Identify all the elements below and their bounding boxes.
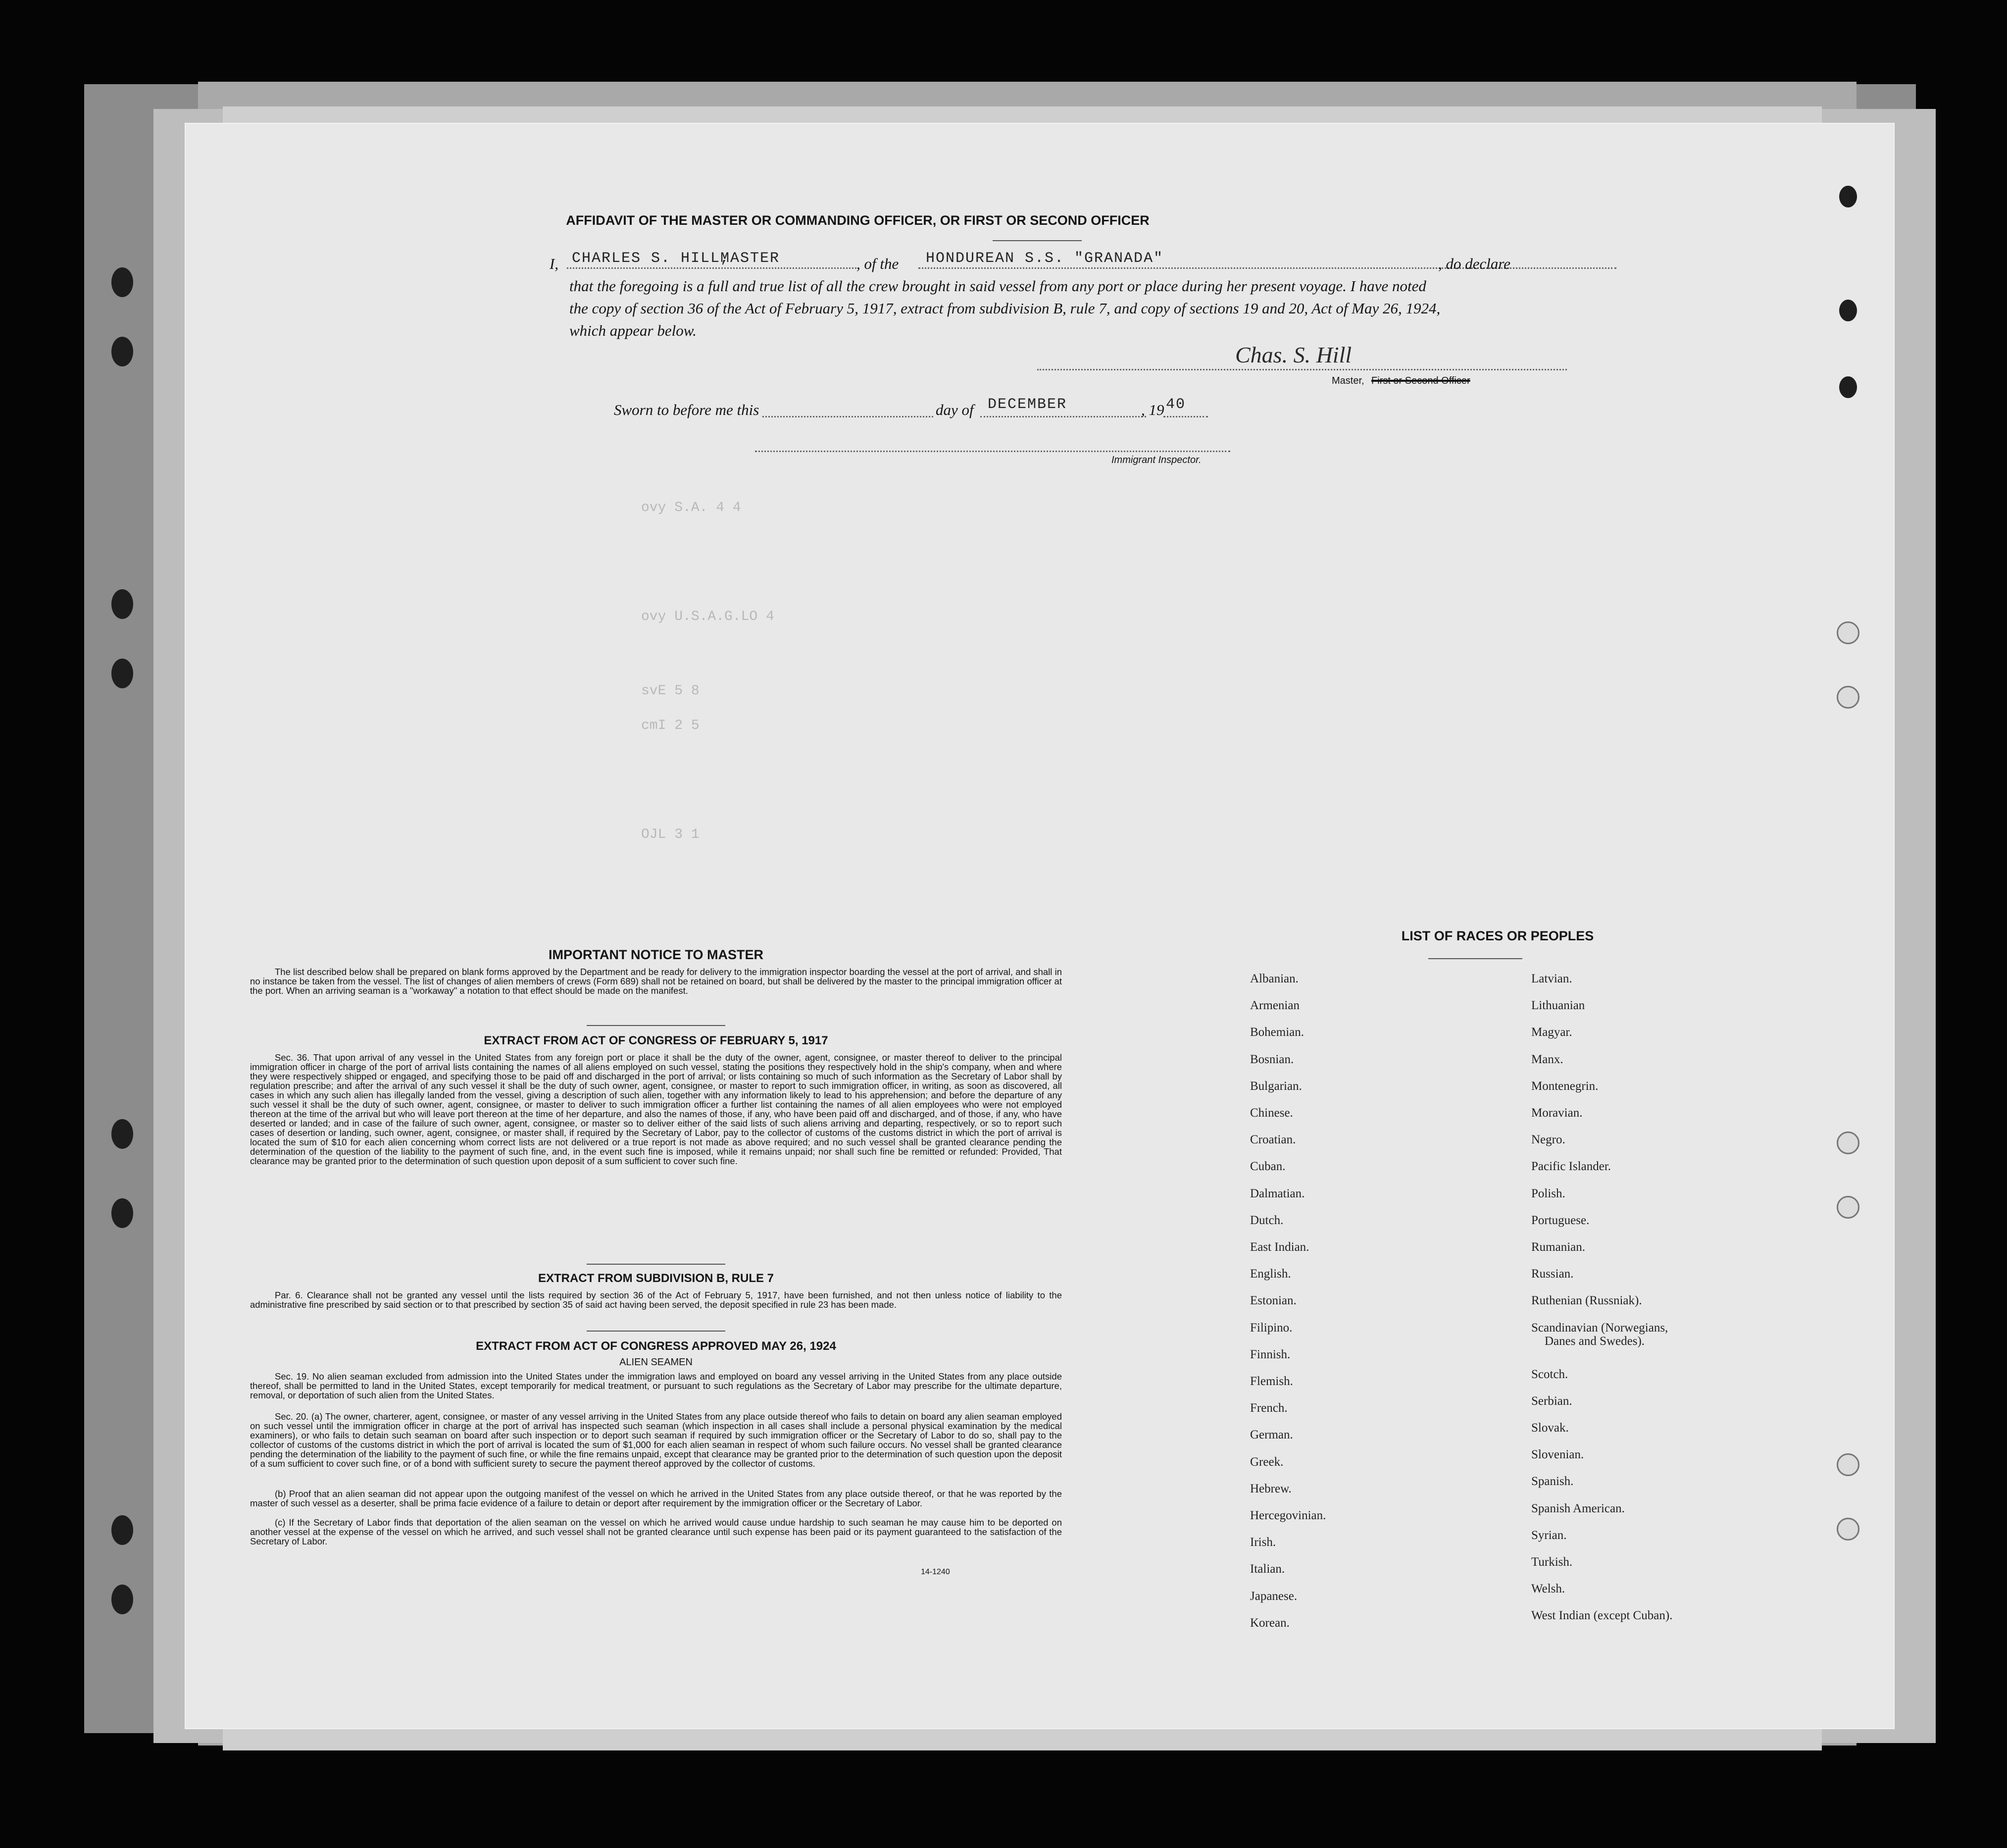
bleed-through: ovy S.A. 4 4	[641, 500, 741, 515]
notice-text: The list described below shall be prepared on blank forms approved by the Department and be ready for delivery to the immigration inspector boarding the vessel at the port of arrival, and shall in no instance be taken from the vessel. The list of changes of alien members of crews (Form 689) shall not be retained on board, but shall be delivered by the master to the principal immigration officer at the port. When an arriving seaman is a "workaway" a notation to that effect should be made on the manifest.	[250, 967, 1062, 996]
race-item: Turkish.	[1531, 1555, 1573, 1569]
day-line	[762, 416, 933, 417]
punch-hole	[111, 337, 133, 366]
race-item: Irish.	[1250, 1536, 1276, 1549]
sec19-text: Sec. 19. No alien seaman excluded from admission into the United States under the immigration laws and employed on board any vessel arriving in the United States from any place outside thereof, shall be permitted to land in the United States, except temporarily for medical treatment, or pursuant to such regulations as the Secretary of Labor may prescribe for the ultimate departure, removal, or deportation of such alien from the United States.	[250, 1371, 1062, 1400]
race-item: French.	[1250, 1401, 1288, 1415]
punch-hole	[111, 267, 133, 297]
race-item: Korean.	[1250, 1616, 1290, 1630]
race-item: Bulgarian.	[1250, 1079, 1302, 1093]
race-item: Slovenian.	[1531, 1448, 1584, 1462]
punch-hole	[1837, 621, 1859, 644]
affidavit-page	[186, 124, 1894, 1728]
punch-hole	[1839, 186, 1857, 207]
race-item: Lithuanian	[1531, 999, 1585, 1013]
race-item: Bosnian.	[1250, 1052, 1294, 1066]
race-item: Russian.	[1531, 1267, 1574, 1281]
races-title: LIST OF RACES OR PEOPLES	[1401, 928, 1594, 943]
inspector-label: Immigrant Inspector.	[1111, 455, 1202, 465]
race-item: Moravian.	[1531, 1106, 1583, 1120]
race-item: Latvian.	[1531, 972, 1572, 985]
affidavit-title: AFFIDAVIT OF THE MASTER OR COMMANDING OFFICER, OR FIRST OR SECOND OFFICER	[566, 213, 1150, 228]
race-item: Spanish American.	[1531, 1501, 1625, 1515]
race-item: German.	[1250, 1428, 1293, 1442]
sec20a-text: Sec. 20. (a) The owner, charterer, agent, consignee, or master of any vessel arriving in the United States from any place outside thereof who fails to detain on board any alien seaman employed on such vessel until the immigration officer in charge at the port of arrival has inspected such seaman (which inspection in all cases shall include a personal physical examination by the medical examiners), or who fails to detain such seaman on board after such inspection or to deport such seaman if required by such immigration officer or the Secretary of Labor to do so, shall pay to the collector of customs of the customs district in which the port of arrival is located the sum of $1,000 for each alien seaman in respect of whom such failure occurs. No vessel shall be granted clearance pending the determination of the liability to the payment of such fine, or while the fine remains unpaid, except that clearance may be granted prior to the determination of such question upon the deposit of a sum sufficient to cover such fine, or of a bond with sufficient surety to secure the payment thereof approved by the collector of customs.	[250, 1411, 1062, 1469]
race-item: Spanish.	[1531, 1475, 1574, 1489]
extract-1924-subtitle: ALIEN SEAMEN	[619, 1357, 693, 1368]
sworn-year: 40	[1166, 396, 1186, 413]
master-name: CHARLES S. HILL,	[572, 250, 731, 267]
punch-hole	[111, 1585, 133, 1614]
divider	[587, 1264, 725, 1265]
rule7-title: EXTRACT FROM SUBDIVISION B, RULE 7	[538, 1272, 774, 1285]
bleed-through: ovy U.S.A.G.LO 4	[641, 609, 774, 624]
pronoun-label: I,	[550, 255, 559, 272]
punch-hole	[1839, 300, 1857, 321]
form-number: 14-1240	[921, 1568, 950, 1576]
race-item: Filipino.	[1250, 1321, 1293, 1335]
divider	[993, 240, 1082, 241]
race-item: Danes and Swedes).	[1545, 1334, 1645, 1348]
race-item: West Indian (except Cuban).	[1531, 1609, 1673, 1623]
race-item: Chinese.	[1250, 1106, 1293, 1120]
master-label: Master,	[1332, 375, 1364, 386]
vessel-line	[918, 267, 1616, 269]
year-line	[1163, 416, 1208, 417]
punch-hole	[1837, 1196, 1859, 1219]
bleed-through: cmI 2 5	[641, 718, 700, 733]
race-item: Japanese.	[1250, 1589, 1298, 1603]
divider	[587, 1025, 725, 1026]
notice-title: IMPORTANT NOTICE TO MASTER	[549, 947, 763, 962]
race-item: Estonian.	[1250, 1294, 1297, 1308]
punch-hole	[1837, 1131, 1859, 1154]
race-item: Croatian.	[1250, 1133, 1296, 1147]
race-item: Greek.	[1250, 1455, 1284, 1469]
bleed-through: svE 5 8	[641, 683, 700, 699]
sworn-label: Sworn to before me this	[614, 401, 759, 418]
rule7-text: Par. 6. Clearance shall not be granted any vessel until the lists required by section 36 of the Act of February 5, 1917, have been furnished, and not then unless notice of liability to the administrative fine prescribed by said section or to that prescribed by section 35 of said act having been served, the deposit specified in rule 23 has been made.	[250, 1290, 1062, 1310]
extract-1924-title: EXTRACT FROM ACT OF CONGRESS APPROVED MAY 26, 1924	[476, 1339, 836, 1353]
divider	[587, 1331, 725, 1332]
punch-hole	[1837, 686, 1859, 709]
race-item: Pacific Islander.	[1531, 1160, 1611, 1174]
race-item: Hebrew.	[1250, 1482, 1292, 1495]
race-item: English.	[1250, 1267, 1291, 1281]
race-item: Portuguese.	[1531, 1213, 1590, 1227]
inspector-line	[755, 451, 1230, 452]
punch-hole	[1839, 376, 1857, 398]
divider	[1428, 958, 1522, 959]
race-item: Serbian.	[1531, 1394, 1572, 1408]
race-item: Welsh.	[1531, 1582, 1565, 1596]
race-item: East Indian.	[1250, 1240, 1309, 1254]
punch-hole	[111, 659, 133, 688]
punch-hole	[111, 1198, 133, 1228]
day-of-label: day of	[936, 401, 974, 418]
master-signature: Chas. S. Hill	[1235, 342, 1352, 367]
affidavit-line: which appear below.	[569, 322, 697, 339]
punch-hole	[111, 589, 133, 619]
race-item: Armenian	[1250, 999, 1300, 1013]
race-item: Bohemian.	[1250, 1026, 1305, 1039]
race-item: Magyar.	[1531, 1026, 1572, 1039]
race-item: Italian.	[1250, 1562, 1285, 1576]
year-prefix: , 19	[1141, 401, 1164, 418]
punch-hole	[111, 1515, 133, 1545]
race-item: Syrian.	[1531, 1528, 1567, 1542]
of-the-label: , of the	[856, 255, 899, 272]
signature-line	[1037, 369, 1567, 370]
race-item: Dalmatian.	[1250, 1186, 1305, 1200]
race-item: Rumanian.	[1531, 1240, 1586, 1254]
sec20c-text: (c) If the Secretary of Labor finds that deportation of the alien seaman on the vessel on which he arrived would cause undue hardship to such seaman he may cause him to be deported on another vessel at the expense of the vessel on which he arrived, and such vessel shall not be granted clearance until such expense has been paid or its payment guaranteed to the satisfaction of the Secretary of Labor.	[250, 1517, 1062, 1546]
race-item: Montenegrin.	[1531, 1079, 1599, 1093]
race-item: Scotch.	[1531, 1367, 1568, 1381]
race-item: Hercegovinian.	[1250, 1509, 1326, 1522]
punch-hole	[1837, 1453, 1859, 1476]
vessel-name: HONDUREAN S.S. "GRANADA"	[926, 250, 1164, 267]
sec20b-text: (b) Proof that an alien seaman did not appear upon the outgoing manifest of the vessel on which he arrived in the United States from any place outside thereof, or that he was reported by the master of such vessel as a deserter, shall be prima facie evidence of a failure to detain or deport after requirement by the immigration officer or the Secretary of Labor.	[250, 1489, 1062, 1508]
affidavit-line: the copy of section 36 of the Act of February 5, 1917, extract from subdivision B, rule 7, and copy of sections 19 and 20, Act of May 26, 1924,	[569, 300, 1441, 317]
master-rank: MASTER	[720, 250, 780, 267]
bleed-through: OJL 3 1	[641, 827, 700, 842]
extract-1917-text: Sec. 36. That upon arrival of any vessel in the United States from any foreign port or place it shall be the duty of the owner, agent, consignee, or master thereof to deliver to the principal immigration officer in charge of the port of arrival lists containing the names of all aliens employed on such vessel, stating the positions they respectively hold in the ship's company, when and where they were respectively shipped or engaged, and specifying those to be paid off and discharged in the port of arrival; or lists containing so much of such information as the Secretary of Labor shall by regulation prescribe; and after the arrival of any such vessel it shall be the duty of such owner, agent, consignee, or master to report to such immigration officer, in writing, as soon as discovered, all cases in which any such alien has illegally landed from the vessel, giving a description of such alien, together with any information likely to lead to his apprehension; and before the departure of any such vessel it shall be the duty of such owner, agent, consignee, or master to deliver to such immigration officer a further list containing the names of all alien employees who were not employed thereon at the time of the arrival but who will leave port thereon at the time of her departure, and also the names of those, if any, who have been paid off and discharged, and of those, if any, who have deserted or landed; and in case of the failure of such owner, agent, consignee, or master so to deliver either of the said lists of such aliens arriving and departing, respectively, or so to report such cases of desertion or landing, such owner, agent, consignee, or master shall, if required by the Secretary of Labor, pay to the collector of customs of the customs district in which the port of arrival is located the sum of $10 for each alien concerning whom correct lists are not delivered or a true report is not made as above required; and no such vessel shall be granted clearance pending the determination of the question of the liability to the payment of such fine, and, in the event such fine is imposed, while it remains unpaid; nor shall such fine be remitted or refunded: Provided, That clearance may be granted prior to the determination of such question upon deposit of a sum sufficient to cover such fine.	[250, 1052, 1062, 1166]
struck-officer-label: First or Second Officer	[1371, 375, 1470, 386]
sworn-month: DECEMBER	[988, 396, 1067, 413]
race-item: Finnish.	[1250, 1347, 1291, 1361]
race-item: Flemish.	[1250, 1375, 1293, 1388]
extract-1917-title: EXTRACT FROM ACT OF CONGRESS OF FEBRUARY 5, 1917	[484, 1034, 828, 1047]
race-item: Ruthenian (Russniak).	[1531, 1294, 1642, 1308]
name-line	[567, 267, 856, 269]
race-item: Slovak.	[1531, 1421, 1569, 1435]
race-item: Negro.	[1531, 1133, 1565, 1147]
race-item: Dutch.	[1250, 1213, 1284, 1227]
race-item: Albanian.	[1250, 972, 1299, 985]
affidavit-line: that the foregoing is a full and true list of all the crew brought in said vessel from any port or place during her present voyage. I have noted	[569, 277, 1426, 295]
declare-label: , do declare	[1438, 255, 1511, 272]
race-item: Polish.	[1531, 1186, 1565, 1200]
race-item: Cuban.	[1250, 1160, 1286, 1174]
race-item: Manx.	[1531, 1052, 1563, 1066]
punch-hole	[111, 1119, 133, 1149]
race-item: Scandinavian (Norwegians,	[1531, 1321, 1668, 1335]
month-line	[980, 416, 1146, 417]
punch-hole	[1837, 1518, 1859, 1540]
